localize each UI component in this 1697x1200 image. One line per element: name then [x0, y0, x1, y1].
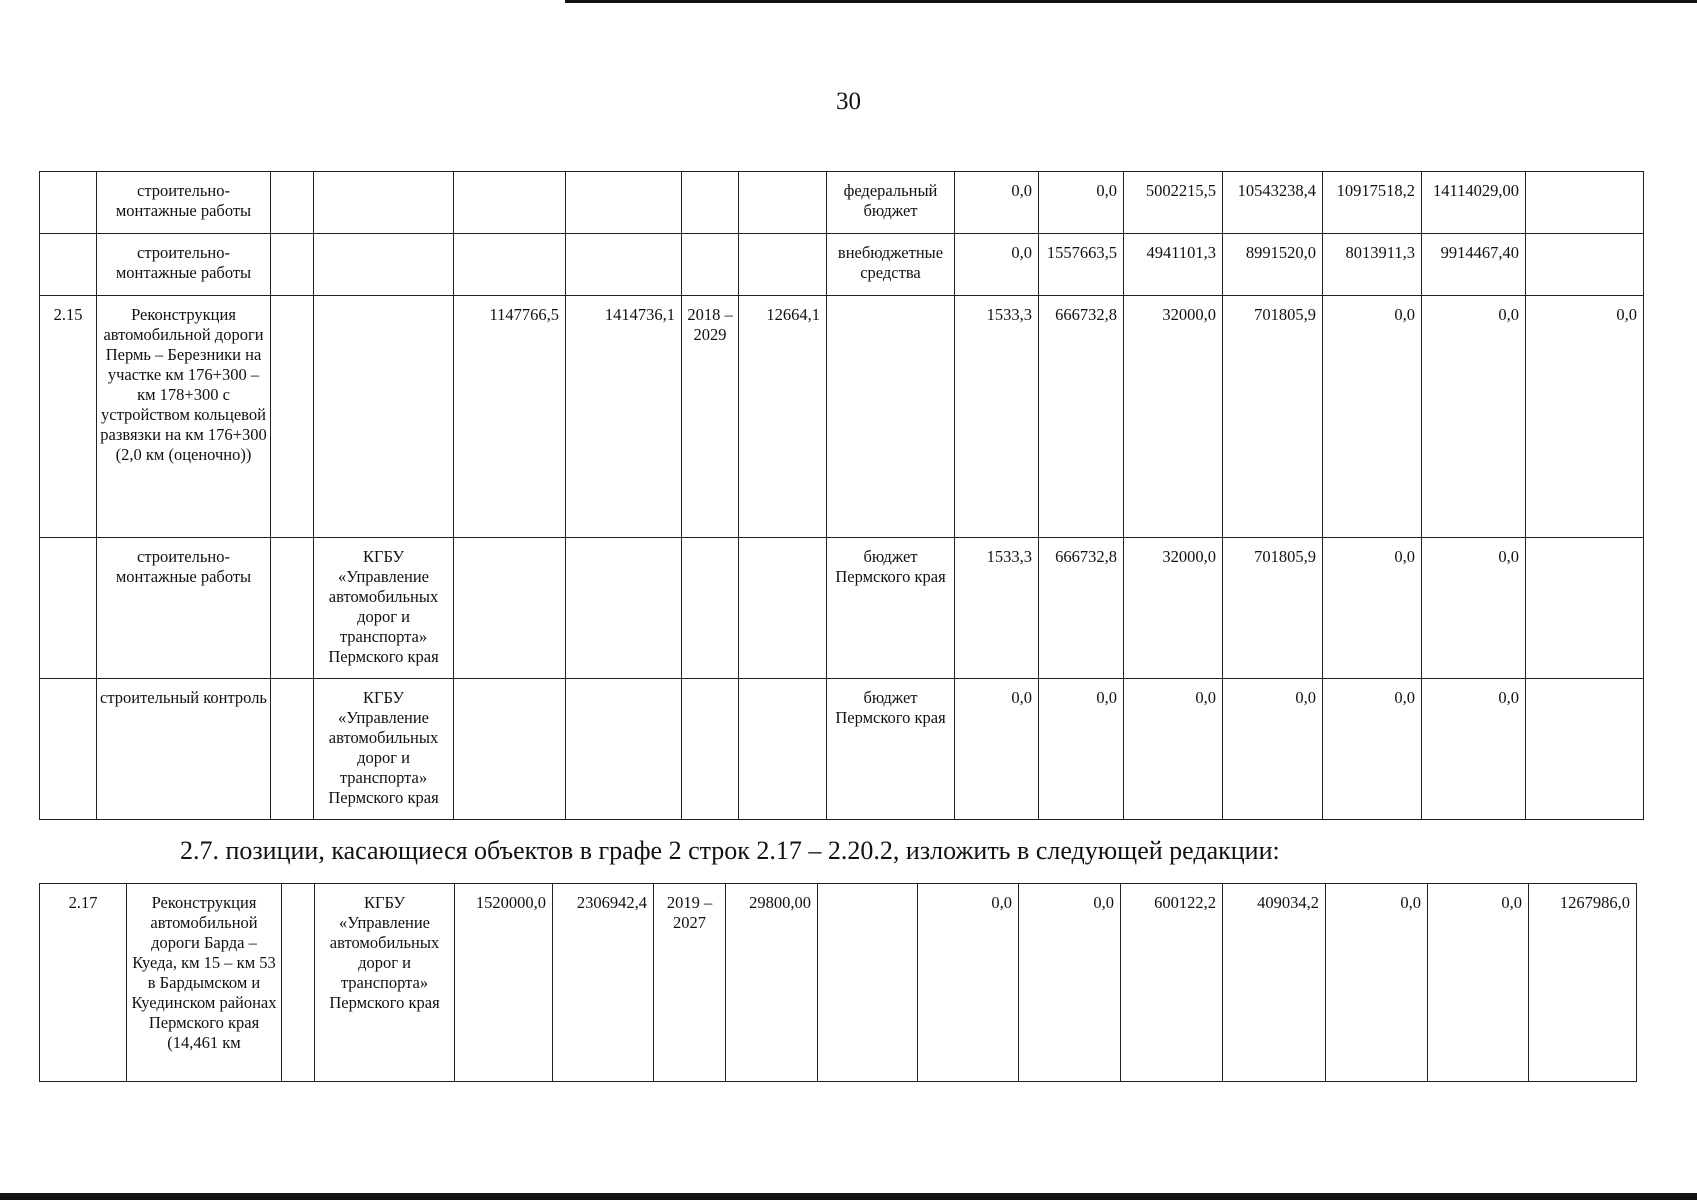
row-number	[40, 234, 97, 296]
customer: КГБУ «Управление автомобильных дорог и транспорта» Пермского края	[315, 884, 455, 1082]
cell-col3	[271, 234, 314, 296]
period	[682, 234, 739, 296]
object-name: строительный контроль	[97, 679, 271, 820]
capacity	[739, 679, 827, 820]
financing-table-bottom	[39, 883, 1637, 1082]
funding-source: внебюджетные средства	[827, 234, 955, 296]
current-cost	[566, 538, 682, 679]
table-row	[40, 234, 1644, 296]
value-4: 409034,2	[1223, 884, 1326, 1082]
capacity	[739, 172, 827, 234]
funding-source: бюджет Пермского края	[827, 679, 955, 820]
value-5: 0,0	[1323, 296, 1422, 538]
value-1: 1533,3	[955, 538, 1039, 679]
value-6: 0,0	[1422, 538, 1526, 679]
cell-col3	[271, 679, 314, 820]
value-7	[1526, 172, 1644, 234]
value-3: 32000,0	[1124, 296, 1223, 538]
value-3: 5002215,5	[1124, 172, 1223, 234]
value-4: 10543238,4	[1223, 172, 1323, 234]
estimated-cost	[454, 234, 566, 296]
value-6: 0,0	[1428, 884, 1529, 1082]
value-7: 0,0	[1526, 296, 1644, 538]
table-row	[40, 296, 1644, 538]
value-1: 0,0	[955, 234, 1039, 296]
funding-source: федеральный бюджет	[827, 172, 955, 234]
capacity: 29800,00	[726, 884, 818, 1082]
value-1: 1533,3	[955, 296, 1039, 538]
value-4: 0,0	[1223, 679, 1323, 820]
estimated-cost: 1147766,5	[454, 296, 566, 538]
table-row	[40, 538, 1644, 679]
object-name: строительно- монтажные работы	[97, 234, 271, 296]
section-heading: 2.7. позиции, касающиеся объектов в графе 2 строк 2.17 – 2.20.2, изложить в следующей редакции:	[180, 836, 1280, 865]
value-3: 32000,0	[1124, 538, 1223, 679]
table-row	[40, 172, 1644, 234]
value-4: 701805,9	[1223, 296, 1323, 538]
value-1: 0,0	[955, 172, 1039, 234]
value-5: 0,0	[1323, 679, 1422, 820]
value-6: 0,0	[1422, 296, 1526, 538]
period: 2018 – 2029	[682, 296, 739, 538]
bottom-border-line	[0, 1193, 1697, 1200]
value-4: 701805,9	[1223, 538, 1323, 679]
funding-source	[827, 296, 955, 538]
object-name: строительно- монтажные работы	[97, 538, 271, 679]
financing-table-top	[39, 171, 1644, 820]
current-cost: 1414736,1	[566, 296, 682, 538]
period	[682, 172, 739, 234]
cell-col3	[271, 172, 314, 234]
value-7	[1526, 679, 1644, 820]
value-2: 666732,8	[1039, 296, 1124, 538]
table-row	[40, 679, 1644, 820]
customer	[314, 234, 454, 296]
value-7	[1526, 538, 1644, 679]
value-5: 10917518,2	[1323, 172, 1422, 234]
value-7	[1526, 234, 1644, 296]
customer: КГБУ «Управление автомобильных дорог и транспорта» Пермского края	[314, 538, 454, 679]
value-1: 0,0	[918, 884, 1019, 1082]
row-number: 2.17	[40, 884, 127, 1082]
value-6: 0,0	[1422, 679, 1526, 820]
cell-col3	[282, 884, 315, 1082]
capacity	[739, 538, 827, 679]
top-border-line	[565, 0, 1697, 3]
object-name: Реконструкция автомобильной дороги Пермь – Березники на участке км 176+300 – км 178+300 с устройством кольцевой развязки на км 176+300 (2,0 км (оценочно))	[97, 296, 271, 538]
period	[682, 679, 739, 820]
value-6: 14114029,00	[1422, 172, 1526, 234]
estimated-cost: 1520000,0	[455, 884, 553, 1082]
value-5: 8013911,3	[1323, 234, 1422, 296]
value-4: 8991520,0	[1223, 234, 1323, 296]
value-3: 0,0	[1124, 679, 1223, 820]
estimated-cost	[454, 679, 566, 820]
value-2: 666732,8	[1039, 538, 1124, 679]
value-6: 9914467,40	[1422, 234, 1526, 296]
current-cost	[566, 679, 682, 820]
object-name: строительно- монтажные работы	[97, 172, 271, 234]
capacity	[739, 234, 827, 296]
current-cost	[566, 172, 682, 234]
value-2: 0,0	[1039, 172, 1124, 234]
cell-col3	[271, 538, 314, 679]
table-row	[40, 884, 1637, 1082]
current-cost: 2306942,4	[553, 884, 654, 1082]
value-2: 0,0	[1039, 679, 1124, 820]
value-2: 1557663,5	[1039, 234, 1124, 296]
value-3: 600122,2	[1121, 884, 1223, 1082]
row-number	[40, 538, 97, 679]
object-name: Реконструкция автомобильной дороги Барда – Куеда, км 15 – км 53 в Бардымском и Куединском районах Пермского края (14,461 км	[127, 884, 282, 1082]
value-7: 1267986,0	[1529, 884, 1637, 1082]
customer	[314, 296, 454, 538]
funding-source: бюджет Пермского края	[827, 538, 955, 679]
row-number	[40, 172, 97, 234]
page-number: 30	[836, 88, 861, 115]
capacity: 12664,1	[739, 296, 827, 538]
value-3: 4941101,3	[1124, 234, 1223, 296]
value-5: 0,0	[1323, 538, 1422, 679]
value-2: 0,0	[1019, 884, 1121, 1082]
row-number	[40, 679, 97, 820]
value-1: 0,0	[955, 679, 1039, 820]
estimated-cost	[454, 538, 566, 679]
period	[682, 538, 739, 679]
period: 2019 – 2027	[654, 884, 726, 1082]
value-5: 0,0	[1326, 884, 1428, 1082]
customer: КГБУ «Управление автомобильных дорог и транспорта» Пермского края	[314, 679, 454, 820]
current-cost	[566, 234, 682, 296]
cell-col3	[271, 296, 314, 538]
funding-source	[818, 884, 918, 1082]
customer	[314, 172, 454, 234]
row-number: 2.15	[40, 296, 97, 538]
estimated-cost	[454, 172, 566, 234]
